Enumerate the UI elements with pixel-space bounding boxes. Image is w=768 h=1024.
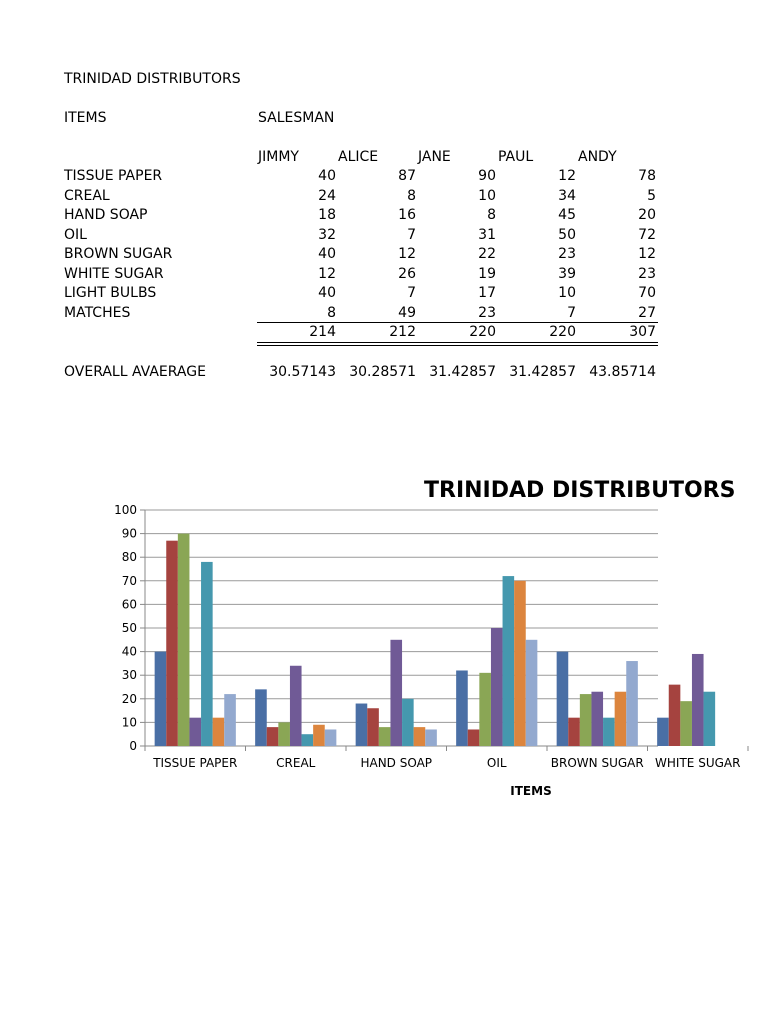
- average-cell: 30.57143: [269, 364, 336, 380]
- bar: [669, 685, 681, 746]
- average-cell: 31.42857: [509, 364, 576, 380]
- table-cell: 12: [318, 265, 336, 282]
- salesman-name: JIMMY: [258, 149, 299, 165]
- table-cell: 49: [398, 304, 416, 321]
- table-cell: 5: [647, 187, 656, 204]
- y-tick-label: 30: [121, 668, 137, 683]
- bar: [626, 661, 638, 746]
- table-cell: 90: [478, 168, 496, 184]
- table-cell: 8: [487, 207, 496, 223]
- x-tick-label: WHITE SUGAR: [655, 756, 741, 770]
- table-cell: 27: [638, 304, 656, 321]
- table-cell: 22: [478, 246, 496, 262]
- table-cell: 12: [398, 246, 416, 262]
- total-cell: 220: [549, 324, 576, 340]
- item-label: CREAL: [64, 187, 110, 204]
- bar: [414, 727, 426, 746]
- bar: [503, 576, 515, 746]
- total-rule: [257, 322, 658, 323]
- item-label: MATCHES: [64, 304, 131, 321]
- item-label: TISSUE PAPER: [64, 168, 163, 184]
- y-tick-label: 60: [121, 597, 137, 612]
- bar: [603, 718, 615, 746]
- double-rule-bottom: [257, 345, 658, 346]
- bar: [313, 725, 325, 746]
- salesman-name: JANE: [418, 149, 451, 165]
- total-cell: 214: [309, 324, 336, 340]
- y-tick-label: 0: [129, 739, 137, 753]
- total-cell: 307: [629, 324, 656, 340]
- item-label: BROWN SUGAR: [64, 246, 173, 262]
- table-cell: 32: [318, 226, 336, 243]
- total-cell: 220: [469, 324, 496, 340]
- table-cell: 7: [407, 226, 416, 243]
- table-cell: 8: [327, 304, 336, 321]
- bar: [325, 729, 337, 746]
- table-cell: 78: [638, 168, 656, 184]
- table-cell: 39: [558, 265, 576, 282]
- x-axis-label: ITEMS: [510, 784, 552, 798]
- bar: [166, 541, 178, 746]
- y-tick-label: 10: [121, 715, 137, 730]
- item-label: HAND SOAP: [64, 207, 148, 223]
- table-cell: 24: [318, 187, 336, 204]
- table-cell: 70: [638, 285, 656, 301]
- table-cell: 23: [558, 246, 576, 262]
- bar: [213, 718, 225, 746]
- bar: [580, 694, 592, 746]
- y-tick-label: 40: [121, 644, 137, 659]
- y-tick-label: 70: [121, 573, 137, 588]
- salesman-name: ANDY: [578, 149, 617, 165]
- table-cell: 87: [398, 168, 416, 184]
- table-cell: 40: [318, 285, 336, 301]
- table-cell: 20: [638, 207, 656, 223]
- x-axis-ticks: [145, 746, 748, 770]
- bar: [491, 628, 503, 746]
- x-tick-label: OIL: [486, 756, 507, 770]
- bar: [568, 718, 580, 746]
- table-cell: 8: [407, 187, 416, 204]
- table-cell: 45: [558, 207, 576, 223]
- bar: [692, 654, 704, 746]
- bar: [657, 718, 669, 746]
- table-cell: 7: [567, 304, 576, 321]
- salesman-name: ALICE: [338, 149, 379, 165]
- bar: [367, 708, 379, 746]
- bar: [425, 729, 437, 746]
- table-cell: 40: [318, 168, 336, 184]
- bar: [267, 727, 279, 746]
- table-cell: 34: [558, 187, 576, 204]
- average-cell: 30.28571: [349, 364, 416, 380]
- table-cell: 26: [398, 265, 416, 282]
- item-label: LIGHT BULBS: [64, 285, 157, 301]
- bar: [155, 652, 167, 746]
- bar: [255, 689, 267, 746]
- table-cell: 10: [558, 285, 576, 301]
- table-cell: 12: [558, 168, 576, 184]
- y-tick-label: 100: [114, 503, 137, 517]
- y-axis-ticks: [114, 503, 137, 753]
- bar: [224, 694, 236, 746]
- bar: [468, 729, 480, 746]
- y-tick-label: 50: [121, 621, 137, 635]
- bar: [379, 727, 391, 746]
- table-cell: 40: [318, 246, 336, 262]
- chart-bars: [155, 534, 716, 746]
- bar: [704, 692, 716, 746]
- bar: [615, 692, 627, 746]
- bar: [290, 666, 302, 746]
- bar: [526, 640, 538, 746]
- bar: [390, 640, 402, 746]
- table-cell: 31: [478, 226, 496, 243]
- item-label: WHITE SUGAR: [64, 265, 164, 282]
- average-cell: 43.85714: [589, 364, 656, 380]
- company-title: TRINIDAD DISTRIBUTORS: [64, 71, 241, 87]
- bar: [189, 718, 201, 746]
- chart-title: TRINIDAD DISTRIBUTORS: [424, 478, 736, 503]
- table-cell: 16: [398, 207, 416, 223]
- x-tick-label: BROWN SUGAR: [550, 756, 644, 770]
- bar: [356, 704, 368, 746]
- bar: [479, 673, 491, 746]
- table-cell: 18: [318, 207, 336, 223]
- table-cell: 19: [478, 265, 496, 282]
- bar: [201, 562, 213, 746]
- y-tick-label: 20: [121, 691, 137, 706]
- x-tick-label: TISSUE PAPER: [153, 756, 238, 770]
- salesman-name: PAUL: [498, 149, 534, 165]
- double-rule-top: [257, 342, 658, 343]
- item-label: OIL: [64, 226, 87, 243]
- x-tick-label: CREAL: [276, 756, 316, 770]
- table-cell: 10: [478, 187, 496, 204]
- average-label: OVERALL AVAERAGE: [64, 364, 206, 380]
- bar: [680, 701, 692, 746]
- table-cell: 23: [478, 304, 496, 321]
- bar-chart: [0, 470, 741, 810]
- bar: [302, 734, 314, 746]
- bar: [514, 581, 526, 746]
- table-cell: 72: [638, 226, 656, 243]
- table-cell: 17: [478, 285, 496, 301]
- items-header: ITEMS: [64, 110, 107, 126]
- bar: [178, 534, 190, 746]
- y-tick-label: 80: [121, 550, 137, 565]
- bar: [402, 699, 414, 746]
- y-tick-label: 90: [121, 526, 137, 541]
- bar: [557, 652, 569, 746]
- bar: [278, 722, 290, 746]
- x-tick-label: HAND SOAP: [360, 756, 433, 770]
- bar: [456, 670, 468, 746]
- bar: [591, 692, 603, 746]
- table-cell: 12: [638, 246, 656, 262]
- total-cell: 212: [389, 324, 416, 340]
- average-cell: 31.42857: [429, 364, 496, 380]
- salesman-header: SALESMAN: [258, 110, 335, 126]
- table-cell: 7: [407, 285, 416, 301]
- table-cell: 23: [638, 265, 656, 282]
- table-cell: 50: [558, 226, 576, 243]
